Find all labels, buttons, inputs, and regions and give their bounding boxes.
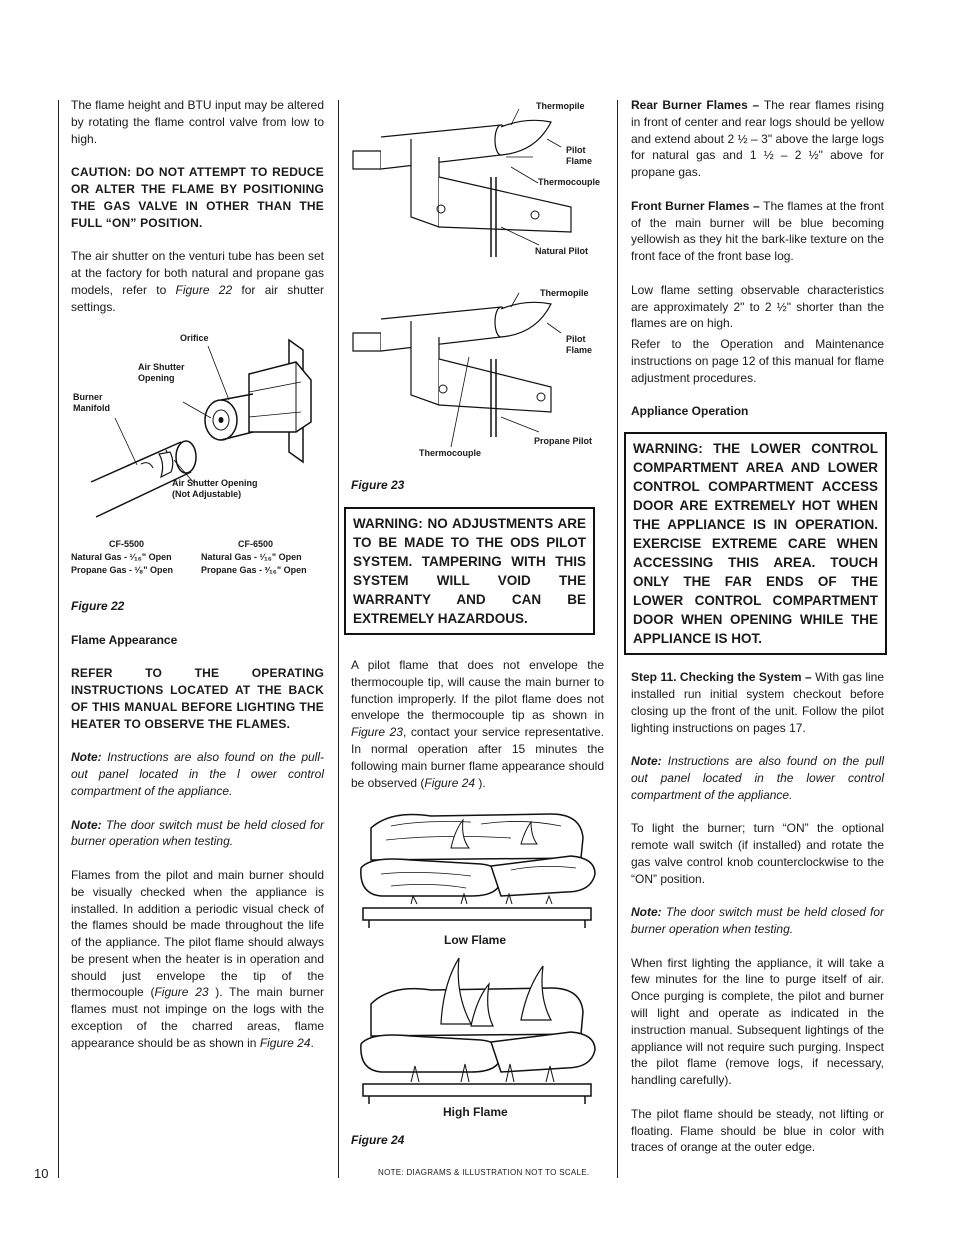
thermocouple-label-1: Thermocouple — [538, 177, 601, 187]
note-door-switch-right: Note: The door switch must be held closed for burner operation when testing. — [631, 905, 884, 937]
pilot-flame-label-2: Pilot Flame — [566, 334, 593, 355]
column-rule-1 — [338, 100, 339, 1178]
first-lighting-paragraph: When first lighting the appliance, it will take a few minutes for the line to purge itself of air. Once purging is complete, the pilot and burner will light and operate as indicated in the instruction manual. Subsequent lightings of the appliance will not require such purging. Inspect the pilot flame (remove logs, if necessary, handling carefully). — [631, 955, 884, 1088]
pilot-flame-paragraph: A pilot flame that does not envelope the thermocouple tip, will cause the main burner to function improperly. If the pilot flame does not envelope the thermocouple tip as shown in Figure 23, contact your service representative. In normal operation after 15 minutes the following main burner flame appearance should be observed (Figure 24 ). — [351, 658, 604, 790]
refer-operating-instructions: REFER TO THE OPERATING INSTRUCTIONS LOCATED AT THE BACK OF THIS MANUAL BEFORE LIGHTING THE HEATER TO OBSERVE THE FLAMES. — [71, 666, 324, 731]
figure-24-flame-appearance — [351, 808, 604, 1138]
high-flame-illustration — [351, 954, 604, 1104]
figure-22-air-shutter — [71, 332, 324, 598]
flame-appearance-heading: Flame Appearance — [71, 632, 178, 647]
column-middle — [351, 97, 604, 1166]
low-flame-label: Low Flame — [444, 933, 507, 948]
pilot-steady-paragraph: The pilot flame should be steady, not lifting or floating. Flame should be blue in color with traces of orange at the outer edge. — [631, 1106, 884, 1155]
cf6500-title: CF-6500 — [238, 539, 274, 550]
thermopile-label-2: Thermopile — [540, 288, 589, 298]
note-pull-out-panel-right: Note: Instructions are also found on the pull out panel located in the lower control compartment of the appliance. — [631, 754, 884, 802]
cf5500-natural-gas: Natural Gas - ¹⁄₁₆" Open — [71, 552, 172, 563]
hot-compartment-warning-box: WARNING: THE LOWER CONTROL COMPARTMENT AREA AND LOWER CONTROL COMPARTMENT ACCESS DOOR ARE EXTREMELY HOT WHEN THE APPLIANCE IS IN OPERATION. EXERCISE EXTREME CARE WHEN ACCESSING THIS AREA. TOUCH ONLY THE FAR ENDS OF THE LOWER CONTROL COMPARTMENT DOOR WHEN OPENING WHILE THE APPLIANCE IS HOT. — [624, 432, 887, 655]
low-flame-paragraph: Low flame setting observable characteristics are approximately 2" to 2 ½" shorter than the flames are on high. — [631, 282, 884, 331]
propane-pilot-drawing — [353, 293, 561, 447]
high-flame-label: High Flame — [443, 1105, 508, 1120]
air-shutter-paragraph: The air shutter on the venturi tube has been set at the factory for both natural and propane gas models, refer to Figure 22 for air shutter settings. — [71, 249, 324, 314]
natural-pilot-label: Natural Pilot — [535, 246, 589, 256]
cf5500-title: CF-5500 — [109, 539, 145, 550]
visual-check-paragraph: Flames from the pilot and main burner should be visually checked when the appliance is installed. In addition a periodic visual check of the flames should be made throughout the life of the appliance. The pilot flame should always be present when the heater is in operation and should just envelope the tip of the thermocouple (Figure 23 ). The main burner flames must not impinge on the logs with the exception of the charred areas, flame appearance should be as shown in Figure 24. — [71, 867, 325, 1050]
scale-footnote: NOTE: DIAGRAMS & ILLUSTRATION NOT TO SCALE. — [378, 1168, 590, 1177]
pilot-flame-label-1: Pilot Flame — [566, 145, 593, 166]
figure-23-caption: Figure 23 — [351, 478, 405, 492]
figure-22-reference: Figure 22 — [175, 282, 233, 297]
thermopile-label-1: Thermopile — [536, 101, 585, 111]
step-11-paragraph: Step 11. Checking the System – With gas line installed run initial system checkout before closing up the front of the unit. Follow the pilot lighting instructions on pages 17. — [631, 670, 884, 735]
column-rule-2 — [617, 100, 618, 1178]
front-burner-flames-paragraph: Front Burner Flames – The flames at the front of the main burner will be blue becoming yellowish as they hit the bark-like texture on the front face of the front base log. — [631, 198, 884, 264]
thermocouple-label-2: Thermocouple — [419, 448, 482, 458]
flame-height-paragraph: The flame height and BTU input may be altered by rotating the flame control valve from low to high. — [71, 98, 324, 146]
ods-pilot-warning-box: WARNING: NO ADJUSTMENTS ARE TO BE MADE TO THE ODS PILOT SYSTEM. TAMPERING WITH THIS SYSTEM WILL VOID THE WARRANTY AND CAN BE EXTREMELY HAZARDOUS. — [344, 507, 595, 635]
note-door-switch: Note: The door switch must be held closed for burner operation when testing. — [71, 817, 324, 849]
appliance-operation-heading: Appliance Operation — [631, 404, 749, 419]
column-right — [631, 97, 884, 1173]
figure-24-caption: Figure 24 — [351, 1133, 405, 1148]
orifice-label: Orifice — [180, 333, 209, 344]
left-margin-rule — [58, 100, 59, 1178]
light-burner-paragraph: To light the burner; turn “ON” the optional remote wall switch (if installed) and rotate the gas valve control knob counterclockwise to the “ON” position. — [631, 821, 884, 886]
page-number: 10 — [34, 1166, 49, 1181]
note-pull-out-panel: Note: Instructions are also found on the pull-out panel located in the l ower control compartment of the appliance. — [71, 750, 324, 798]
propane-pilot-label: Propane Pilot — [534, 436, 593, 446]
cf5500-propane-gas: Propane Gas - ¹⁄₈" Open — [71, 565, 174, 576]
caution-text: CAUTION: DO NOT ATTEMPT TO REDUCE OR ALTER THE FLAME BY POSITIONING THE GAS VALVE IN OTHER THAN THE FULL “ON” POSITION. — [71, 165, 324, 230]
cf6500-propane-gas: Propane Gas - ³⁄₁₆" Open — [201, 565, 307, 576]
rear-burner-flames-paragraph: Rear Burner Flames – The rear flames rising in front of center and rear logs should be yellow and extend about 2 ½ – 3" above the large logs for natural gas and 1 ½ – 2 ½" above for propane gas. — [631, 98, 884, 180]
figure-23-pilot-assemblies — [351, 97, 604, 492]
burner-manifold-label: Burner Manifold — [73, 392, 110, 414]
cf6500-natural-gas: Natural Gas - ¹⁄₁₆" Open — [201, 552, 302, 563]
air-shutter-not-adjustable-label: Air Shutter Opening (Not Adjustable) — [172, 478, 258, 500]
low-flame-illustration — [351, 808, 604, 928]
figure-22-caption: Figure 22 — [71, 599, 125, 614]
refer-maintenance-paragraph: Refer to the Operation and Maintenance instructions on page 12 of this manual for flame adjustment procedures. — [631, 337, 884, 385]
column-left — [71, 97, 324, 1068]
air-shutter-opening-label: Air Shutter Opening — [138, 362, 185, 384]
